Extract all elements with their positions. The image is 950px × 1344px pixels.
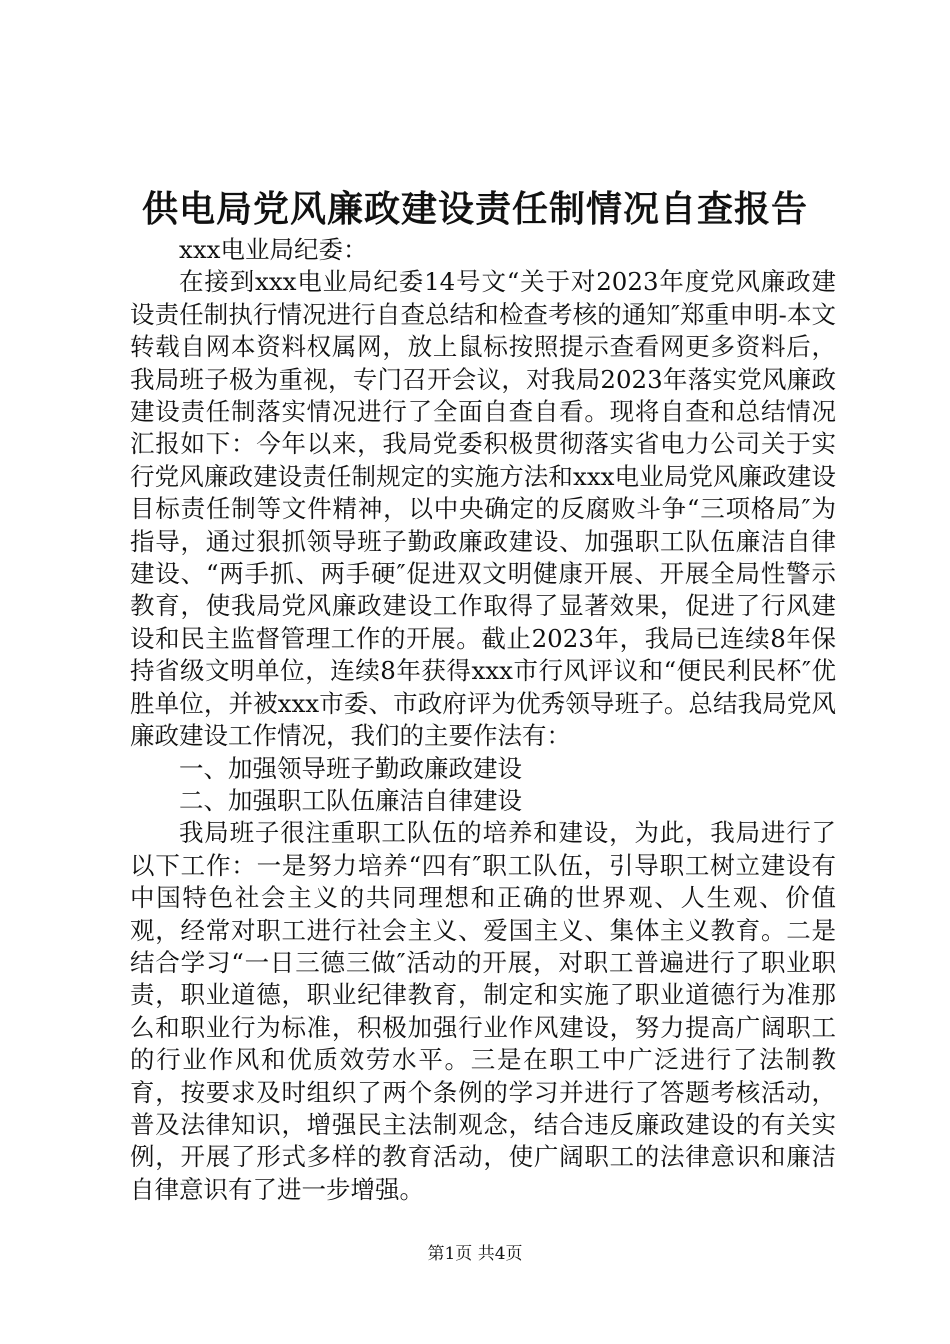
salutation: xxx电业局纪委： <box>179 235 368 264</box>
paragraph-intro: 在接到xxx电业局纪委14号文“关于对2023年度党风廉政建设责任制执行情况进行自查总结和检查考核的通知″郑重申明-本文转载自网本资料权属网，放上鼠标按照提示查看网更多资料后，我局班子极为重视，专门召开会议，对我局2023年落实党风廉政建设责任制落实情况进行了全面自查自看。现将自查和总结情况汇报如下：今年以来，我局党委积极贯彻落实省电力公司关于实行党风廉政建设责任制规定的实施方法和xxx电业局党风廉政建设目标责任制等文件精神，以中央确定的反腐败斗争“三项格局″为指导，通过狠抓领导班子勤政廉政建设、加强职工队伍廉洁自律建设、“两手抓、两手硬″促进双文明健康开展、开展全局性警示教育，使我局党风廉政建设工作取得了显著效果，促进了行风建设和民主监督管理工作的开展。截止2023年，我局已连续8年保持省级文明单位，连续8年获得xxx市行风评议和“便民利民杯″优胜单位，并被xxx市委、市政府评为优秀领导班子。总结我局党风廉政建设工作情况，我们的主要作法有： <box>130 267 836 751</box>
paragraph-staff-building: 我局班子很注重职工队伍的培养和建设，为此，我局进行了以下工作：一是努力培养“四有″职工队伍，引导职工树立建设有中国特色社会主义的共同理想和正确的世界观、人生观、价值观，经常对职工进行社会主义、爱国主义、集体主义教育。二是结合学习“一日三德三做″活动的开展，对职工普遍进行了职业职责，职业道德，职业纪律教育，制定和实施了职业道德行为准那么和职业行为标准，积极加强行业作风建设，努力提高广阔职工的行业作风和优质效劳水平。三是在职工中广泛进行了法制教育，按要求及时组织了两个条例的学习并进行了答题考核活动，普及法律知识，增强民主法制观念，结合违反廉政建设的有关实例，开展了形式多样的教育活动，使广阔职工的法律意识和廉洁自律意识有了进一步增强。 <box>130 818 836 1204</box>
section-heading-1: 一、加强领导班子勤政廉政建设 <box>179 753 522 783</box>
document-body <box>130 234 836 1206</box>
page-number-footer: 第1页 共4页 <box>427 1244 523 1264</box>
section-heading-2: 二、加强职工队伍廉洁自律建设 <box>179 785 522 815</box>
document-title: 供电局党风廉政建设责任制情况自查报告 <box>141 188 808 230</box>
